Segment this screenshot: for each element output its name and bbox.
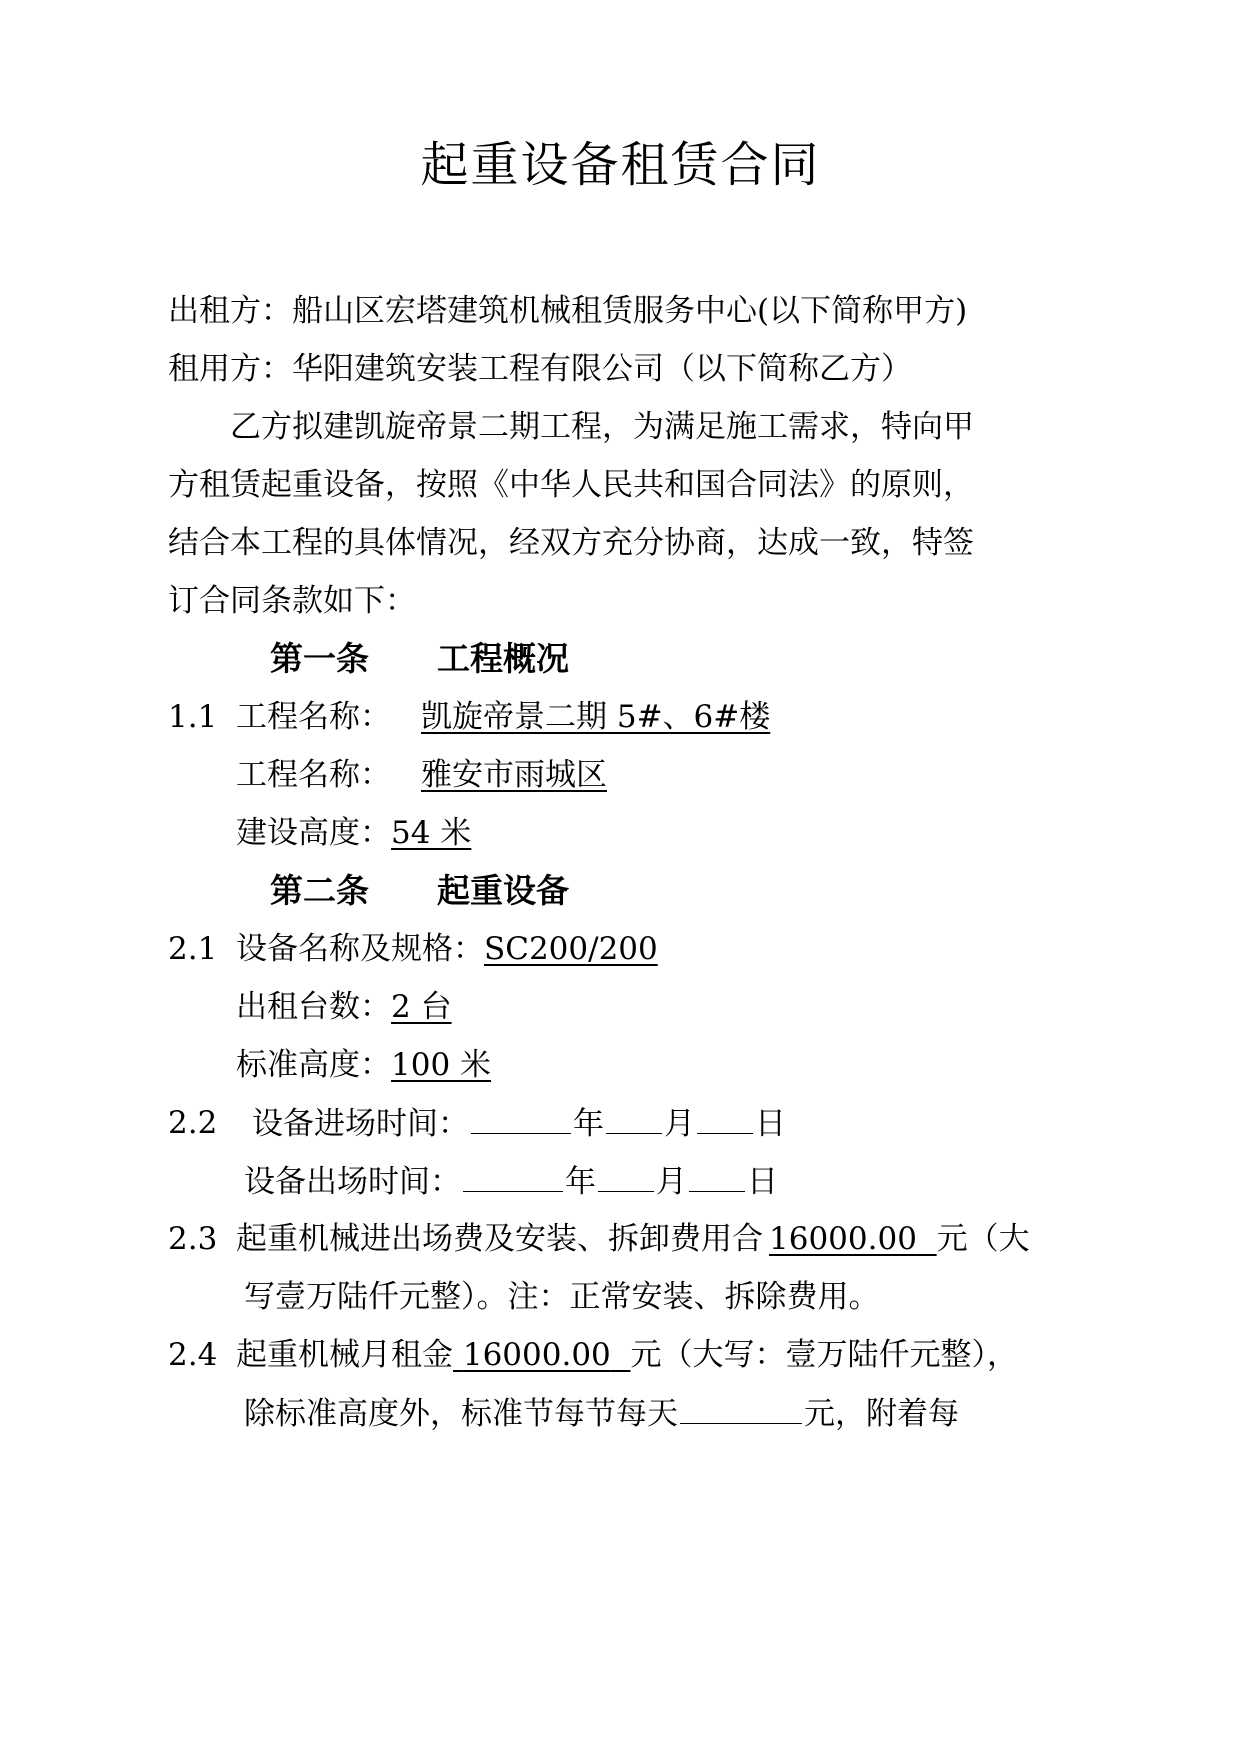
amount-value: 16000.00 <box>462 1337 611 1373</box>
field-label: 标准高度： <box>236 1047 391 1083</box>
exit-date-row <box>244 1161 778 1202</box>
intro-line: 结合本工程的具体情况，经双方充分协商，达成一致，特签 <box>168 525 974 561</box>
clause-text: 起重机械月租金 <box>236 1337 453 1373</box>
article-number: 第一条 <box>270 639 369 678</box>
project-name-row <box>236 697 770 737</box>
amount-value: 16000.00 <box>769 1221 917 1257</box>
item-2-4 <box>168 1335 217 1375</box>
clause-text: 除标准高度外，标准节每节每天 <box>244 1396 678 1432</box>
article-name: 工程概况 <box>437 639 569 678</box>
monthly-rent-row <box>236 1335 1018 1375</box>
field-label: 工程名称： <box>236 757 391 793</box>
month-label: 月 <box>664 1106 695 1142</box>
item-number: 1.1 <box>168 699 218 735</box>
year-label: 年 <box>573 1106 604 1142</box>
item-2-2 <box>168 1103 217 1143</box>
year-blank[interactable] <box>471 1103 571 1134</box>
field-value: 54 米 <box>391 815 472 851</box>
item-2-3 <box>168 1219 217 1259</box>
article-number: 第二条 <box>270 871 369 910</box>
month-blank[interactable] <box>598 1161 654 1192</box>
clause-text: 元（大 <box>936 1221 1030 1257</box>
article-2-heading <box>270 871 569 911</box>
item-number: 2.2 <box>168 1105 218 1141</box>
entry-date-row <box>252 1103 786 1144</box>
item-1-1 <box>168 697 217 737</box>
clause-text: 起重机械进出场费及安装、拆卸费用合 <box>236 1221 763 1257</box>
field-value: 2 台 <box>391 989 452 1025</box>
item-2-1 <box>168 929 217 969</box>
project-location-row <box>236 755 607 795</box>
item-number: 2.3 <box>168 1221 218 1257</box>
install-fee-row-2: 写壹万陆仟元整）。注：正常安装、拆除费用。 <box>244 1279 880 1315</box>
field-label: 工程名称： <box>236 699 391 735</box>
equipment-spec-row <box>236 929 658 969</box>
install-fee-row <box>236 1219 1030 1259</box>
year-label: 年 <box>565 1164 596 1200</box>
intro-line: 订合同条款如下： <box>168 583 416 619</box>
per-day-fee-blank[interactable] <box>680 1393 802 1424</box>
field-label: 建设高度： <box>236 815 391 851</box>
field-value: 凯旋帝景二期 5#、6#楼 <box>421 699 771 735</box>
day-blank[interactable] <box>689 1161 745 1192</box>
field-value: 雅安市雨城区 <box>421 757 607 793</box>
item-number: 2.1 <box>168 931 218 967</box>
month-blank[interactable] <box>606 1103 662 1134</box>
monthly-rent-row-2 <box>244 1393 959 1434</box>
intro-line: 方租赁起重设备，按照《中华人民共和国合同法》的原则， <box>168 467 974 503</box>
field-label: 设备进场时间： <box>252 1106 469 1142</box>
field-value: SC200/200 <box>484 931 658 967</box>
field-label: 设备名称及规格： <box>236 931 484 967</box>
month-label: 月 <box>656 1164 687 1200</box>
lessee-line: 租用方：华阳建筑安装工程有限公司（以下简称乙方） <box>168 351 912 387</box>
standard-height-row <box>236 1045 491 1085</box>
document-title: 起重设备租赁合同 <box>420 137 821 193</box>
clause-text: 元，附着每 <box>804 1396 959 1432</box>
monthly-rent-amount <box>453 1337 631 1373</box>
clause-text: 元（大写：壹万陆仟元整）， <box>630 1337 1018 1373</box>
article-name: 起重设备 <box>437 871 569 910</box>
field-value: 100 米 <box>391 1047 492 1083</box>
field-label: 出租台数： <box>236 989 391 1025</box>
day-blank[interactable] <box>697 1103 753 1134</box>
item-number: 2.4 <box>168 1337 218 1373</box>
field-label: 设备出场时间： <box>244 1164 461 1200</box>
intro-line: 乙方拟建凯旋帝景二期工程，为满足施工需求，特向甲 <box>230 409 974 445</box>
rental-count-row <box>236 987 452 1027</box>
building-height-row <box>236 813 471 853</box>
year-blank[interactable] <box>463 1161 563 1192</box>
article-1-heading <box>270 639 569 679</box>
install-fee-amount <box>769 1221 937 1257</box>
day-label: 日 <box>755 1106 786 1142</box>
day-label: 日 <box>747 1164 778 1200</box>
lessor-line: 出租方：船山区宏塔建筑机械租赁服务中心(以下简称甲方) <box>168 293 968 329</box>
